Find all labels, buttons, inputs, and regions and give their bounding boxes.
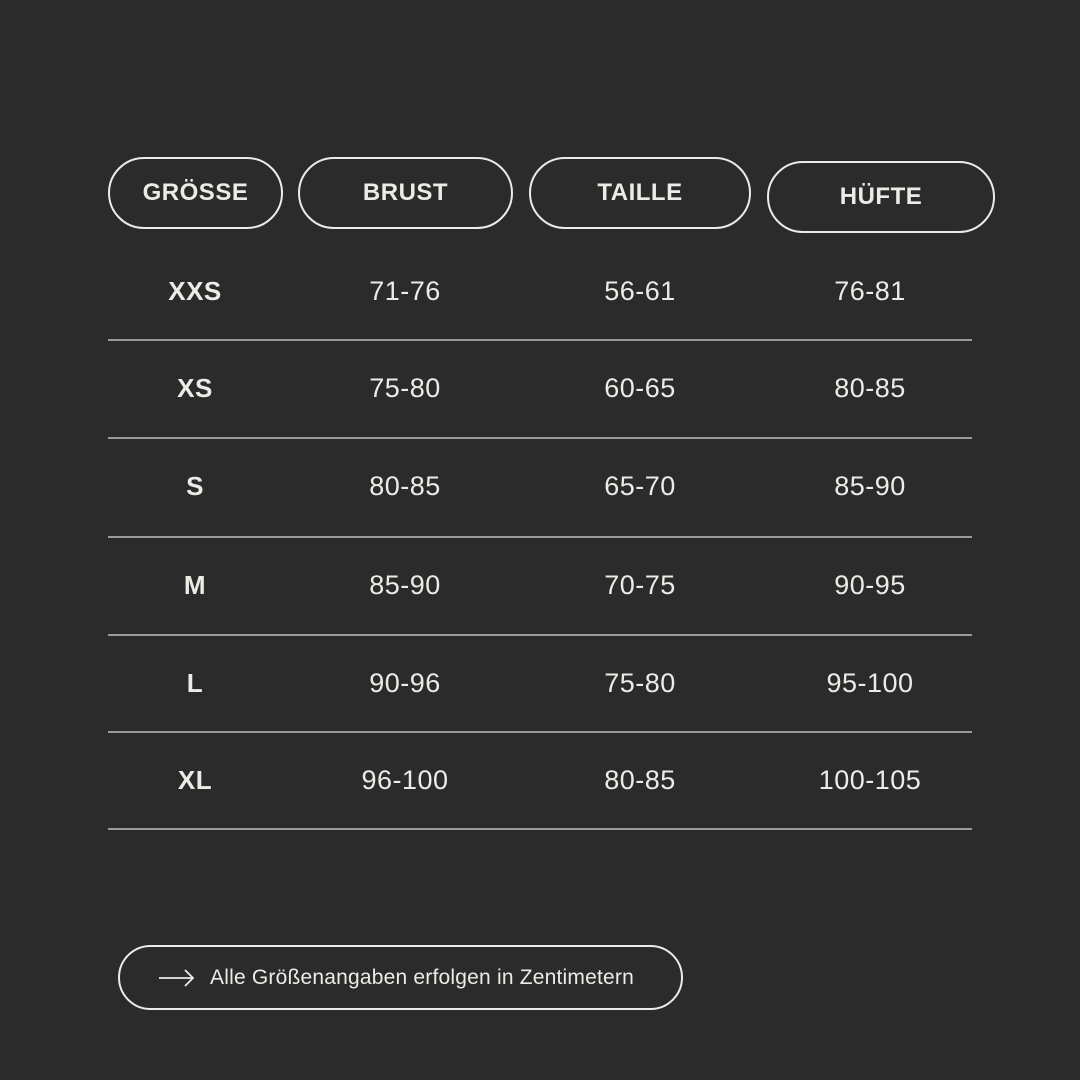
header-hufte: HÜFTE: [767, 161, 995, 233]
size-cell: XL: [177, 765, 213, 795]
hufte-cell: 100-105: [818, 765, 922, 795]
size-cell: S: [186, 471, 204, 501]
hufte-cell: 95-100: [826, 668, 914, 698]
header-size: GRÖSSE: [108, 157, 283, 229]
row-divider: [108, 536, 972, 538]
table-row: [0, 750, 1080, 810]
hufte-cell: 90-95: [834, 570, 906, 600]
taille-cell: 75-80: [604, 668, 676, 698]
table-row: [0, 456, 1080, 516]
taille-cell: 70-75: [604, 570, 676, 600]
brust-cell: 71-76: [369, 276, 441, 306]
brust-cell: 75-80: [369, 373, 441, 403]
brust-cell: 80-85: [369, 471, 441, 501]
header-brust: BRUST: [298, 157, 513, 229]
row-divider: [108, 339, 972, 341]
hufte-cell: 80-85: [834, 373, 906, 403]
hufte-cell: 85-90: [834, 471, 906, 501]
row-divider: [108, 634, 972, 636]
taille-cell: 60-65: [604, 373, 676, 403]
brust-cell: 90-96: [369, 668, 441, 698]
size-cell: XS: [177, 373, 213, 403]
row-divider: [108, 731, 972, 733]
brust-cell: 85-90: [369, 570, 441, 600]
arrow-right-icon: [158, 967, 196, 989]
brust-cell: 96-100: [361, 765, 449, 795]
table-row: [0, 653, 1080, 713]
units-note: [118, 945, 683, 1010]
taille-cell: 56-61: [604, 276, 676, 306]
taille-cell: 65-70: [604, 471, 676, 501]
table-row: [0, 358, 1080, 418]
table-row: [0, 261, 1080, 321]
size-cell: XXS: [168, 276, 222, 306]
units-note-text: Alle Größenangaben erfolgen in Zentimetern: [210, 966, 634, 989]
taille-cell: 80-85: [604, 765, 676, 795]
row-divider: [108, 437, 972, 439]
table-row: [0, 555, 1080, 615]
header-taille: TAILLE: [529, 157, 751, 229]
size-cell: M: [183, 570, 207, 600]
size-cell: L: [186, 668, 204, 698]
hufte-cell: 76-81: [834, 276, 906, 306]
row-divider: [108, 828, 972, 830]
